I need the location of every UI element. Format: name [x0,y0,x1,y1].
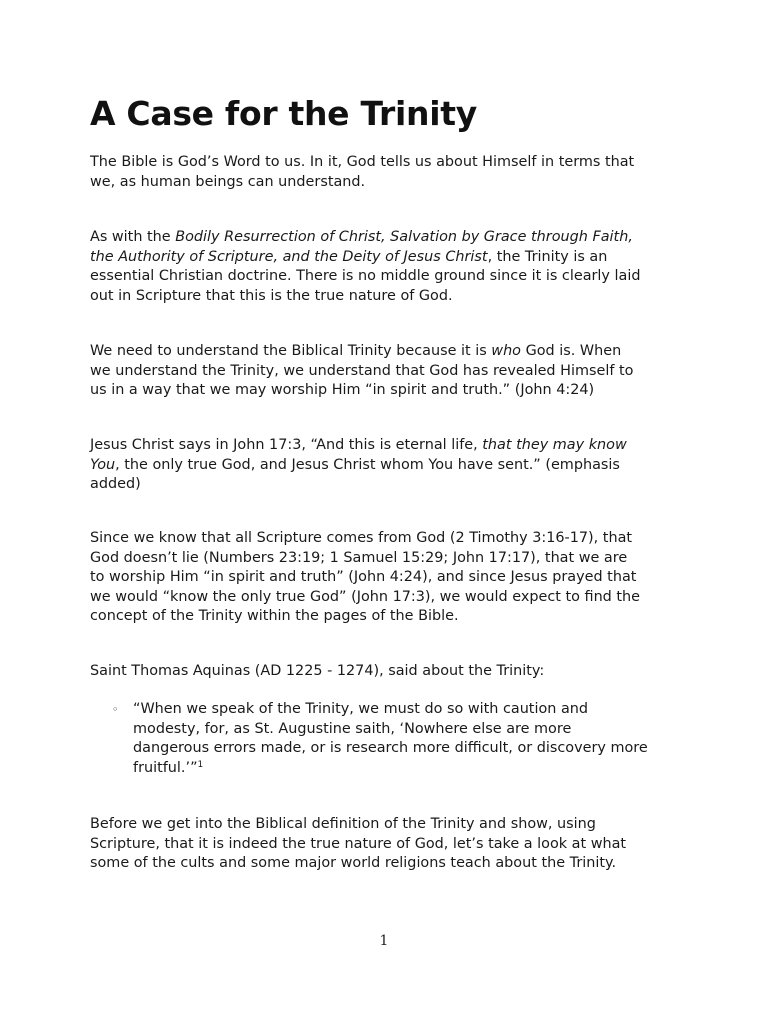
quote-list [90,700,710,778]
paragraph-intro [90,153,690,192]
paragraph-line [90,173,690,193]
text-run: We need to understand the Biblical Trinity because it is [90,343,492,359]
paragraph-line [90,362,690,382]
paragraph-line [90,568,690,588]
page-number: 1 [379,933,389,949]
footnote-reference: 1 [197,759,204,770]
text-run: God doesn’t lie (Numbers 23:19; 1 Samuel 15:29; John 17:17), that we are [90,549,628,566]
emphasized-text: the Authority of Scripture, and the Deity of Jesus Christ [90,248,488,265]
text-run: Before we get into the Biblical definition of the Trinity and show, using [90,816,596,832]
paragraph-line [90,662,690,682]
paragraph-line [90,248,690,268]
paragraph-line [90,835,690,855]
text-run: out in Scripture that this is the true nature of God. [90,287,453,304]
paragraph-line [90,153,690,173]
emphasized-text: who [491,343,521,359]
text-run: us in a way that we may worship Him “in spirit and truth.” (John 4:24) [90,382,595,398]
text-run: added) [90,476,141,492]
text-run: to worship Him “in spirit and truth” (John 4:24), and since Jesus prayed that [90,569,637,585]
paragraph-line [90,287,690,307]
text-run: Jesus Christ says in John 17:3, “And this is eternal life, [90,437,483,453]
quote-line: modesty, for, as St. Augustine saith, ‘Nowhere else are more [133,720,572,737]
emphasized-text: You [90,456,116,473]
text-run: , the only true God, and Jesus Christ whom You have sent.” (emphasis [115,456,620,473]
quote-line: dangerous errors made, or is research more difficult, or discovery more [133,740,648,756]
paragraph-essential-doctrine [90,228,690,306]
paragraph-line [90,607,690,627]
text-run: Saint Thomas Aquinas (AD 1225 - 1274), said about the Trinity: [90,663,545,679]
paragraph-line [90,854,690,874]
document-title: A Case for the Trinity [90,94,477,133]
paragraph-john-17-3 [90,436,690,495]
list-item-aquinas-quote [90,700,710,778]
paragraph-aquinas-intro [90,662,690,682]
paragraph-before-definition [90,815,690,874]
text-run: we, as human beings can understand. [90,173,366,190]
paragraph-line [90,549,690,569]
paragraph-line [90,267,690,287]
text-run: Scripture, that it is indeed the true nature of God, let’s take a look at what [90,835,627,852]
paragraph-understand-trinity [90,342,690,401]
text-run: essential Christian doctrine. There is no middle ground since it is clearly laid [90,268,641,284]
text-run: we would “know the only true God” (John 17:3), we would expect to find the [90,588,641,605]
text-run: we understand the Trinity, we understand that God has revealed Himself to [90,362,634,379]
emphasized-text: that they may know [482,437,627,453]
quote-line: “When we speak of the Trinity, we must do so with caution and [133,701,589,717]
emphasized-text: Bodily Resurrection of Christ, Salvation by Grace through Faith, [175,229,633,245]
text-run: As with the [90,229,176,245]
text-run: Since we know that all Scripture comes from God (2 Timothy 3:16-17), that [90,530,633,546]
text-run: some of the cults and some major world religions teach about the Trinity. [90,855,617,871]
paragraph-line [90,529,690,549]
paragraph-scripture-basis [90,529,690,627]
paragraph-line [90,475,690,495]
paragraph-line [90,588,690,608]
paragraph-line [90,815,690,835]
hollow-bullet-icon: ◦ [112,703,119,716]
text-run: concept of the Trinity within the pages of the Bible. [90,608,459,624]
quote-line-text: fruitful.’” [133,759,198,776]
paragraph-line [90,342,690,362]
paragraph-line [90,228,690,248]
text-run: The Bible is God’s Word to us. In it, God tells us about Himself in terms that [90,154,635,170]
quote-line [133,759,710,779]
paragraph-line [90,436,690,456]
text-run: , the Trinity is an [487,248,608,265]
text-run: God is. When [521,343,622,359]
paragraph-line [90,456,690,476]
paragraph-line [90,381,690,401]
